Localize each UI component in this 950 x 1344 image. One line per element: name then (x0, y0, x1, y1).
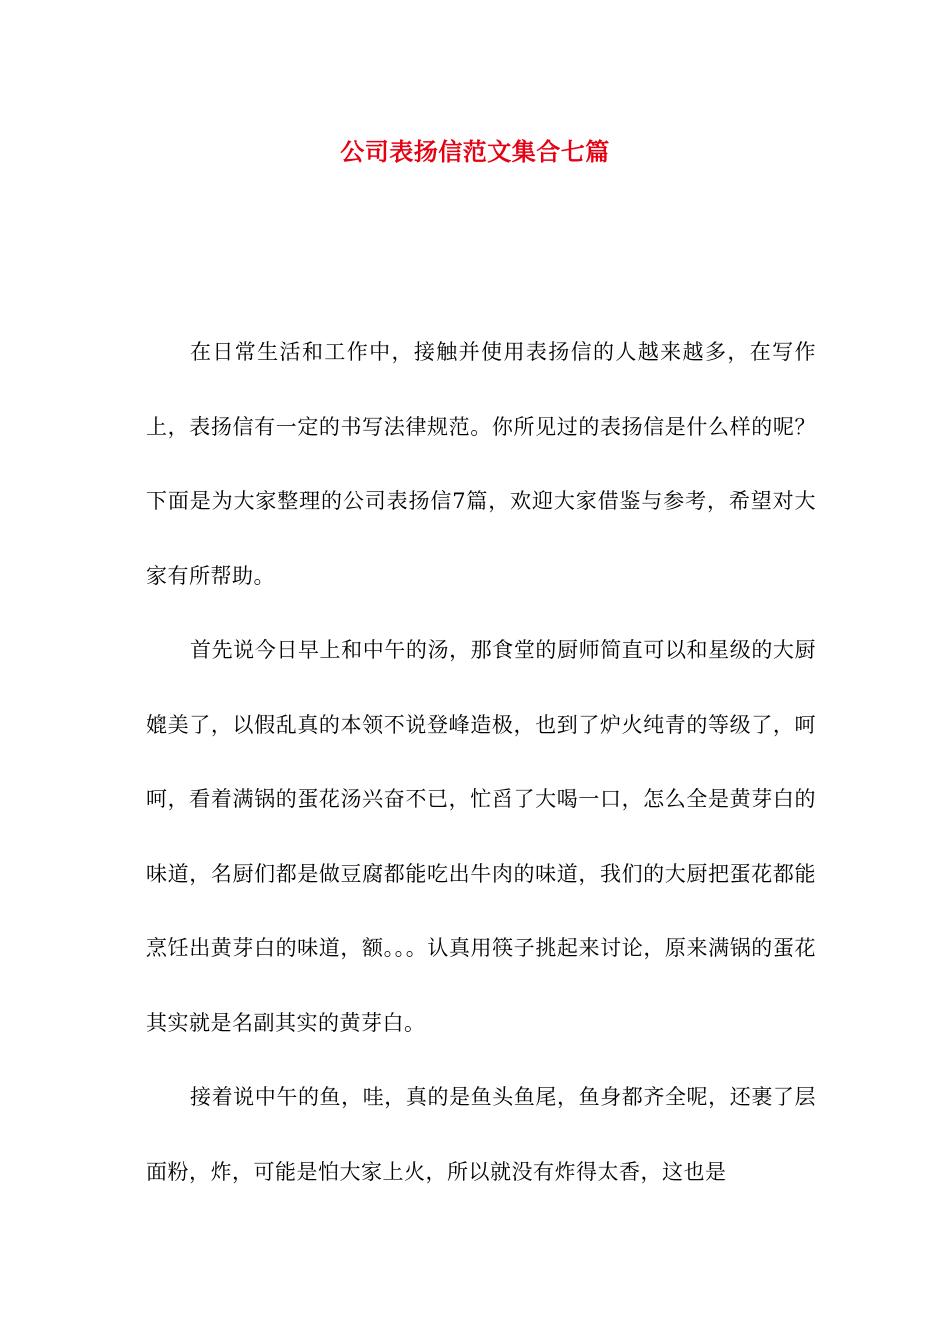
paragraph-3: 接着说中午的鱼，哇，真的是鱼头鱼尾，鱼身都齐全呢，还裹了层面粉，炸，可能是怕大家上火，所以就没有炸得太香，这也是 (146, 1085, 816, 1184)
paragraph-1: 在日常生活和工作中，接触并使用表扬信的人越来越多，在写作上，表扬信有一定的书写法律规范。你所见过的表扬信是什么样的呢？下面是为大家整理的公司表扬信7篇，欢迎大家借鉴与参考，希望对大家有所帮助。 (146, 340, 816, 588)
document-body (146, 315, 816, 1209)
document-title: 公司表扬信范文集合七篇 (340, 137, 610, 166)
paragraph-2: 首先说今日早上和中午的汤，那食堂的厨师简直可以和星级的大厨媲美了，以假乱真的本领不说登峰造极，也到了炉火纯青的等级了，呵呵，看着满锅的蛋花汤兴奋不已，忙舀了大喝一口，怎么全是黄芽白的味道，名厨们都是做豆腐都能吃出牛肉的味道，我们的大厨把蛋花都能烹饪出黄芽白的味道，额。。。认真用筷子挑起来讨论，原来满锅的蛋花其实就是名副其实的黄芽白。 (146, 638, 816, 1035)
